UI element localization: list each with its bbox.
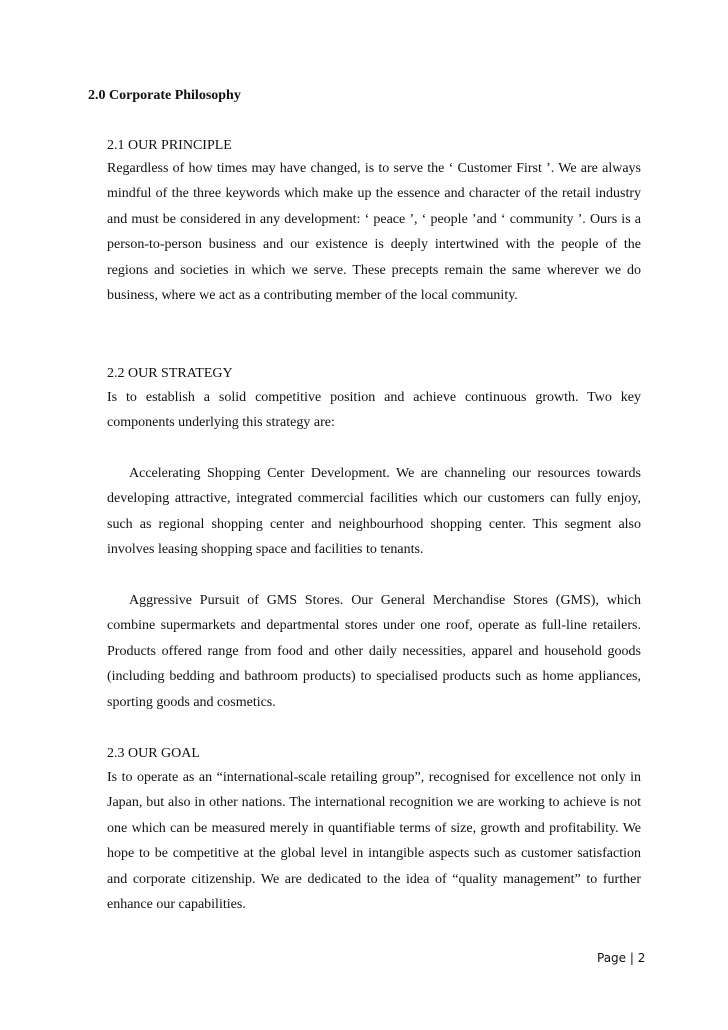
paragraph-goal: Is to operate as an “international-scale retailing group”, recognised for excellence not only in Japan, but also in other nations. The international recognition we are working to achieve is not one which can be measured merely in quantifiable terms of size, growth and profitability. We hope to be competitive at the global level in intangible aspects such as customer satisfaction and corporate citizenship. We are dedicated to the idea of “quality management” to further enhance our capabilities. [107,770,641,913]
section-heading-goal: 2.3 OUR GOAL [107,746,200,761]
paragraph-principle: Regardless of how times may have changed, is to serve the ‘ Customer First ’. We are always mindful of the three keywords which make up the essence and character of the retail industry and must be considered in any development: ‘ peace ’, ‘ people ’and ‘ community ’. Ours is a person-to-person business and our existence is deeply intertwined with the people of the regions and societies in which we serve. These precepts remain the same wherever we do business, where we act as a contributing member of the local community. [107,161,641,304]
section-heading-strategy: 2.2 OUR STRATEGY [107,366,233,381]
page-number: Page | 2 [597,951,646,965]
main-heading: 2.0 Corporate Philosophy [88,88,241,103]
section-heading-principle: 2.1 OUR PRINCIPLE [107,138,232,153]
paragraph-gms-stores: Aggressive Pursuit of GMS Stores. Our General Merchandise Stores (GMS), which combine supermarkets and departmental stores under one roof, operate as full-line retailers. Products offered range from food and other daily necessities, apparel and household goods (including bedding and bathroom products) to specialised products such as home appliances, sporting goods and cosmetics. [107,593,641,710]
paragraph-shopping-center: Accelerating Shopping Center Development. We are channeling our resources towards developing attractive, integrated commercial facilities which our customers can fully enjoy, such as regional shopping center and neighbourhood shopping center. This segment also involves leasing shopping space and facilities to tenants. [107,466,641,558]
paragraph-strategy-intro: Is to establish a solid competitive position and achieve continuous growth. Two key components underlying this strategy are: [107,390,641,431]
